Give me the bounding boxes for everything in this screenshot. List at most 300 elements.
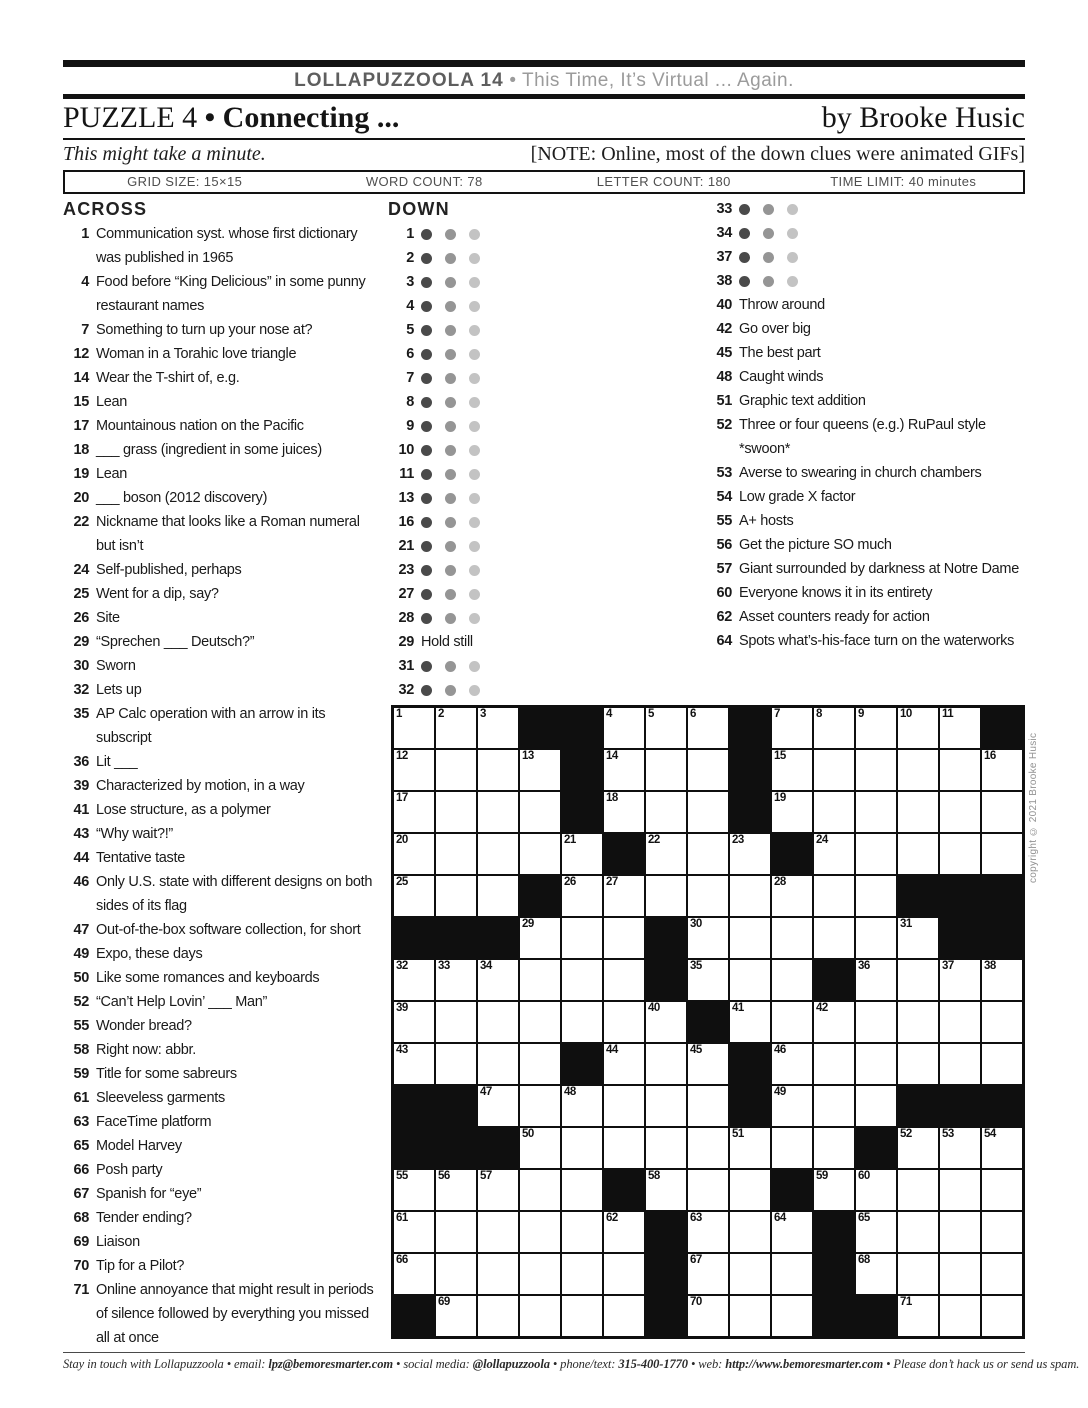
grid-cell-number: 18 <box>606 792 618 804</box>
clue-number: 52 <box>73 994 89 1010</box>
grid-cell-r8c6[interactable] <box>604 1002 644 1042</box>
grid-cell-r3c6[interactable] <box>604 792 644 832</box>
clue-text: Averse to swearing in church chambers <box>739 465 982 481</box>
grid-cell-number: 9 <box>858 708 864 720</box>
clue-text: Like some romances and keyboards <box>96 970 320 986</box>
grid-cell-r3c15[interactable] <box>982 792 1022 832</box>
clue-number: 28 <box>398 610 414 626</box>
grid-cell-r1c3[interactable] <box>478 708 518 748</box>
grid-cell-r1c13[interactable] <box>898 708 938 748</box>
clue-item <box>388 246 598 270</box>
grid-cell-r12c5[interactable] <box>562 1170 602 1210</box>
grid-cell-r9c8[interactable] <box>688 1044 728 1084</box>
grid-cell-r13c15[interactable] <box>982 1212 1022 1252</box>
grid-cell-r3c10[interactable] <box>772 792 812 832</box>
header-divider-thick <box>63 94 1025 99</box>
grid-cell-r11c14[interactable] <box>940 1128 980 1168</box>
grid-cell-r12c9[interactable] <box>730 1170 770 1210</box>
grid-cell-r3c2[interactable] <box>436 792 476 832</box>
grid-cell-r1c11[interactable] <box>814 708 854 748</box>
grid-cell-r5c6[interactable] <box>604 876 644 916</box>
grid-black-cell <box>646 960 686 1000</box>
grid-cell-r1c1[interactable] <box>394 708 434 748</box>
grid-cell-number: 3 <box>480 708 486 720</box>
grid-cell-r11c4[interactable] <box>520 1128 560 1168</box>
grid-cell-r13c4[interactable] <box>520 1212 560 1252</box>
clue-text: The best part <box>739 345 821 361</box>
grid-cell-r2c14[interactable] <box>940 750 980 790</box>
clue-item <box>388 318 598 342</box>
grid-cell-r9c7[interactable] <box>646 1044 686 1084</box>
grid-cell-r11c10[interactable] <box>772 1128 812 1168</box>
grid-black-cell <box>604 834 644 874</box>
grid-cell-r12c13[interactable] <box>898 1170 938 1210</box>
grid-cell-r3c7[interactable] <box>646 792 686 832</box>
clue-number: 52 <box>716 417 732 433</box>
grid-cell-r9c1[interactable] <box>394 1044 434 1084</box>
grid-cell-r2c4[interactable] <box>520 750 560 790</box>
grid-cell-r2c10[interactable] <box>772 750 812 790</box>
grid-black-cell <box>730 708 770 748</box>
clue-number: 53 <box>716 465 732 481</box>
grid-cell-number: 28 <box>774 876 786 888</box>
grid-cell-r12c1[interactable] <box>394 1170 434 1210</box>
grid-cell-r6c5[interactable] <box>562 918 602 958</box>
grid-cell-r15c14[interactable] <box>940 1296 980 1336</box>
grid-black-cell <box>436 918 476 958</box>
grid-cell-r6c12[interactable] <box>856 918 896 958</box>
clue-number: 1 <box>81 226 89 242</box>
grid-cell-r15c6[interactable] <box>604 1296 644 1336</box>
grid-cell-r14c10[interactable] <box>772 1254 812 1294</box>
clue-number: 56 <box>716 537 732 553</box>
page-title <box>63 101 399 135</box>
grid-cell-number: 40 <box>648 1002 660 1014</box>
grid-black-cell <box>814 1254 854 1294</box>
grid-cell-r1c2[interactable] <box>436 708 476 748</box>
grid-cell-r2c6[interactable] <box>604 750 644 790</box>
grid-cell-number: 15 <box>774 750 786 762</box>
clue-number: 55 <box>73 1018 89 1034</box>
grid-cell-number: 1 <box>396 708 402 720</box>
grid-cell-r7c4[interactable] <box>520 960 560 1000</box>
grid-cell-r5c1[interactable] <box>394 876 434 916</box>
clue-text: “Why wait?!” <box>96 826 173 842</box>
crossword-grid <box>391 705 1025 1339</box>
grid-cell-number: 6 <box>690 708 696 720</box>
grid-cell-r3c4[interactable] <box>520 792 560 832</box>
grid-cell-r4c4[interactable] <box>520 834 560 874</box>
grid-cell-r3c8[interactable] <box>688 792 728 832</box>
clue-item <box>63 654 381 678</box>
puzzle-title: • Connecting ... <box>204 101 400 134</box>
grid-cell-r10c12[interactable] <box>856 1086 896 1126</box>
grid-cell-r12c7[interactable] <box>646 1170 686 1210</box>
dot-icon <box>469 277 480 288</box>
grid-cell-r2c8[interactable] <box>688 750 728 790</box>
grid-cell-number: 14 <box>606 750 618 762</box>
grid-cell-r7c6[interactable] <box>604 960 644 1000</box>
grid-cell-r8c5[interactable] <box>562 1002 602 1042</box>
grid-cell-number: 8 <box>816 708 822 720</box>
grid-cell-r2c11[interactable] <box>814 750 854 790</box>
grid-cell-r12c14[interactable] <box>940 1170 980 1210</box>
grid-cell-r13c3[interactable] <box>478 1212 518 1252</box>
animated-gif-placeholder-dots <box>421 678 480 702</box>
grid-black-cell <box>982 918 1022 958</box>
clue-item <box>706 461 1026 485</box>
grid-cell-r13c5[interactable] <box>562 1212 602 1252</box>
grid-cell-r1c12[interactable] <box>856 708 896 748</box>
clue-text: Self-published, perhaps <box>96 562 242 578</box>
grid-cell-r1c10[interactable] <box>772 708 812 748</box>
grid-cell-r12c12[interactable] <box>856 1170 896 1210</box>
grid-cell-r15c5[interactable] <box>562 1296 602 1336</box>
clue-item <box>63 438 381 462</box>
grid-cell-r4c13[interactable] <box>898 834 938 874</box>
grid-cell-r8c12[interactable] <box>856 1002 896 1042</box>
grid-cell-r10c6[interactable] <box>604 1086 644 1126</box>
grid-cell-r5c5[interactable] <box>562 876 602 916</box>
grid-cell-r13c1[interactable] <box>394 1212 434 1252</box>
clue-item <box>63 558 381 582</box>
grid-cell-r2c3[interactable] <box>478 750 518 790</box>
grid-cell-r7c13[interactable] <box>898 960 938 1000</box>
grid-cell-number: 47 <box>480 1086 492 1098</box>
clue-number: 12 <box>73 346 89 362</box>
grid-cell-r1c7[interactable] <box>646 708 686 748</box>
clue-number: 51 <box>716 393 732 409</box>
grid-cell-r11c8[interactable] <box>688 1128 728 1168</box>
grid-cell-r10c11[interactable] <box>814 1086 854 1126</box>
grid-cell-r9c13[interactable] <box>898 1044 938 1084</box>
grid-cell-r10c5[interactable] <box>562 1086 602 1126</box>
grid-cell-r2c1[interactable] <box>394 750 434 790</box>
grid-cell-number: 11 <box>942 708 954 720</box>
clue-item <box>706 533 1026 557</box>
grid-cell-r1c8[interactable] <box>688 708 728 748</box>
clue-item <box>63 822 381 846</box>
clue-item <box>388 486 598 510</box>
grid-cell-r14c6[interactable] <box>604 1254 644 1294</box>
grid-cell-r14c3[interactable] <box>478 1254 518 1294</box>
grid-cell-r6c4[interactable] <box>520 918 560 958</box>
clue-number: 40 <box>716 297 732 313</box>
grid-cell-r7c3[interactable] <box>478 960 518 1000</box>
grid-black-cell <box>730 1044 770 1084</box>
grid-cell-r13c10[interactable] <box>772 1212 812 1252</box>
grid-cell-r4c8[interactable] <box>688 834 728 874</box>
grid-cell-r6c13[interactable] <box>898 918 938 958</box>
grid-cell-r15c3[interactable] <box>478 1296 518 1336</box>
clue-item <box>63 966 381 990</box>
clue-number: 64 <box>716 633 732 649</box>
clue-number: 1 <box>406 226 414 242</box>
grid-cell-r4c3[interactable] <box>478 834 518 874</box>
clue-number: 30 <box>73 658 89 674</box>
grid-cell-r8c13[interactable] <box>898 1002 938 1042</box>
clue-item <box>63 750 381 774</box>
clue-number: 4 <box>81 274 89 290</box>
grid-cell-r7c14[interactable] <box>940 960 980 1000</box>
grid-cell-r9c6[interactable] <box>604 1044 644 1084</box>
grid-cell-r8c2[interactable] <box>436 1002 476 1042</box>
grid-cell-r9c15[interactable] <box>982 1044 1022 1084</box>
animated-gif-placeholder-dots <box>421 414 480 438</box>
grid-cell-r14c2[interactable] <box>436 1254 476 1294</box>
dot-icon <box>469 517 480 528</box>
grid-cell-r10c3[interactable] <box>478 1086 518 1126</box>
animated-gif-placeholder-dots <box>739 197 798 221</box>
clue-text: Throw around <box>739 297 825 313</box>
clue-item <box>63 1062 381 1086</box>
grid-cell-r15c9[interactable] <box>730 1296 770 1336</box>
grid-cell-r10c4[interactable] <box>520 1086 560 1126</box>
grid-cell-number: 64 <box>774 1212 786 1224</box>
grid-cell-r8c15[interactable] <box>982 1002 1022 1042</box>
clue-number: 3 <box>406 274 414 290</box>
grid-cell-r8c1[interactable] <box>394 1002 434 1042</box>
grid-cell-r12c8[interactable] <box>688 1170 728 1210</box>
clue-number: 55 <box>716 513 732 529</box>
grid-cell-r2c7[interactable] <box>646 750 686 790</box>
dot-icon <box>469 445 480 456</box>
grid-cell-r6c8[interactable] <box>688 918 728 958</box>
clue-number: 38 <box>716 273 732 289</box>
grid-cell-r5c8[interactable] <box>688 876 728 916</box>
grid-cell-r11c6[interactable] <box>604 1128 644 1168</box>
dot-icon <box>421 301 432 312</box>
clue-item <box>388 510 598 534</box>
grid-cell-r7c8[interactable] <box>688 960 728 1000</box>
grid-cell-r10c7[interactable] <box>646 1086 686 1126</box>
dot-icon <box>445 685 456 696</box>
grid-cell-r7c10[interactable] <box>772 960 812 1000</box>
grid-black-cell <box>562 750 602 790</box>
grid-cell-r4c12[interactable] <box>856 834 896 874</box>
grid-cell-r9c14[interactable] <box>940 1044 980 1084</box>
grid-cell-r4c1[interactable] <box>394 834 434 874</box>
grid-black-cell <box>436 1086 476 1126</box>
grid-cell-r13c2[interactable] <box>436 1212 476 1252</box>
grid-cell-r7c5[interactable] <box>562 960 602 1000</box>
grid-cell-r14c8[interactable] <box>688 1254 728 1294</box>
clue-text: Food before “King Delicious” in some punny restaurant names <box>96 274 366 314</box>
grid-cell-r8c7[interactable] <box>646 1002 686 1042</box>
grid-cell-r2c2[interactable] <box>436 750 476 790</box>
dot-icon <box>445 661 456 672</box>
grid-cell-r13c13[interactable] <box>898 1212 938 1252</box>
grid-cell-number: 65 <box>858 1212 870 1224</box>
clue-text: Online annoyance that might result in periods of silence followed by everything you missed all at once <box>96 1282 374 1346</box>
clue-item <box>388 558 598 582</box>
grid-cell-r3c13[interactable] <box>898 792 938 832</box>
grid-cell-r5c3[interactable] <box>478 876 518 916</box>
grid-cell-r9c3[interactable] <box>478 1044 518 1084</box>
clue-text: Get the picture SO much <box>739 537 892 553</box>
grid-cell-r9c10[interactable] <box>772 1044 812 1084</box>
grid-cell-r1c6[interactable] <box>604 708 644 748</box>
clue-text: Sworn <box>96 658 136 674</box>
grid-cell-r12c3[interactable] <box>478 1170 518 1210</box>
grid-cell-r4c5[interactable] <box>562 834 602 874</box>
grid-cell-r12c4[interactable] <box>520 1170 560 1210</box>
grid-cell-r8c10[interactable] <box>772 1002 812 1042</box>
clue-item <box>63 318 381 342</box>
grid-cell-r14c15[interactable] <box>982 1254 1022 1294</box>
grid-cell-r9c2[interactable] <box>436 1044 476 1084</box>
grid-cell-r14c14[interactable] <box>940 1254 980 1294</box>
grid-cell-r3c14[interactable] <box>940 792 980 832</box>
grid-cell-r4c2[interactable] <box>436 834 476 874</box>
grid-cell-r12c2[interactable] <box>436 1170 476 1210</box>
grid-cell-r9c4[interactable] <box>520 1044 560 1084</box>
clue-item <box>63 1134 381 1158</box>
grid-cell-r8c14[interactable] <box>940 1002 980 1042</box>
grid-cell-r5c10[interactable] <box>772 876 812 916</box>
dot-icon <box>763 228 774 239</box>
grid-cell-r6c6[interactable] <box>604 918 644 958</box>
clue-text: Spots what’s-his-face turn on the waterworks <box>739 633 1015 649</box>
grid-cell-r11c15[interactable] <box>982 1128 1022 1168</box>
grid-cell-r2c13[interactable] <box>898 750 938 790</box>
clue-item <box>388 534 598 558</box>
grid-black-cell <box>940 918 980 958</box>
grid-cell-r4c15[interactable] <box>982 834 1022 874</box>
grid-cell-r14c1[interactable] <box>394 1254 434 1294</box>
clue-number: 39 <box>73 778 89 794</box>
grid-cell-number: 68 <box>858 1254 870 1266</box>
grid-cell-r11c5[interactable] <box>562 1128 602 1168</box>
grid-cell-r3c11[interactable] <box>814 792 854 832</box>
grid-black-cell <box>562 708 602 748</box>
grid-cell-r6c9[interactable] <box>730 918 770 958</box>
grid-cell-number: 38 <box>984 960 996 972</box>
grid-cell-r15c13[interactable] <box>898 1296 938 1336</box>
grid-black-cell <box>730 792 770 832</box>
dot-icon <box>421 493 432 504</box>
grid-cell-r14c9[interactable] <box>730 1254 770 1294</box>
grid-cell-r14c12[interactable] <box>856 1254 896 1294</box>
clue-item <box>63 366 381 390</box>
grid-cell-r6c10[interactable] <box>772 918 812 958</box>
grid-cell-r4c7[interactable] <box>646 834 686 874</box>
grid-cell-r4c11[interactable] <box>814 834 854 874</box>
grid-cell-r15c4[interactable] <box>520 1296 560 1336</box>
grid-cell-r10c10[interactable] <box>772 1086 812 1126</box>
grid-cell-r7c2[interactable] <box>436 960 476 1000</box>
clue-item <box>706 341 1026 365</box>
grid-cell-r13c6[interactable] <box>604 1212 644 1252</box>
grid-cell-r13c12[interactable] <box>856 1212 896 1252</box>
grid-cell-r15c2[interactable] <box>436 1296 476 1336</box>
grid-cell-r15c15[interactable] <box>982 1296 1022 1336</box>
masthead-event-name: LOLLAPUZZOOLA 14 <box>294 70 504 91</box>
grid-cell-r13c14[interactable] <box>940 1212 980 1252</box>
grid-cell-r13c9[interactable] <box>730 1212 770 1252</box>
footer-text: • web: <box>687 1357 726 1371</box>
grid-cell-r12c11[interactable] <box>814 1170 854 1210</box>
grid-cell-r5c2[interactable] <box>436 876 476 916</box>
grid-cell-r15c8[interactable] <box>688 1296 728 1336</box>
stat-item: GRID SIZE: 15×15 <box>127 174 243 189</box>
grid-cell-r6c11[interactable] <box>814 918 854 958</box>
grid-cell-r5c9[interactable] <box>730 876 770 916</box>
clue-text: Low grade X factor <box>739 489 856 505</box>
grid-cell-number: 67 <box>690 1254 702 1266</box>
grid-cell-r15c10[interactable] <box>772 1296 812 1336</box>
grid-cell-number: 59 <box>816 1170 828 1182</box>
clue-text: Liaison <box>96 1234 140 1250</box>
dot-icon <box>445 397 456 408</box>
dot-icon <box>421 277 432 288</box>
clue-number: 16 <box>398 514 414 530</box>
dot-icon <box>445 541 456 552</box>
grid-cell-r3c1[interactable] <box>394 792 434 832</box>
grid-cell-r2c12[interactable] <box>856 750 896 790</box>
footer-text: Stay in touch with Lollapuzzoola • email: <box>63 1357 269 1371</box>
grid-cell-r8c11[interactable] <box>814 1002 854 1042</box>
grid-cell-r10c8[interactable] <box>688 1086 728 1126</box>
grid-cell-number: 56 <box>438 1170 450 1182</box>
stats-bar <box>63 170 1025 194</box>
grid-cell-r8c3[interactable] <box>478 1002 518 1042</box>
grid-cell-r9c12[interactable] <box>856 1044 896 1084</box>
grid-cell-r3c3[interactable] <box>478 792 518 832</box>
grid-cell-r5c7[interactable] <box>646 876 686 916</box>
grid-cell-r7c15[interactable] <box>982 960 1022 1000</box>
clue-item <box>63 1086 381 1110</box>
clue-item <box>706 413 1026 461</box>
grid-cell-number: 33 <box>438 960 450 972</box>
clue-number: 57 <box>716 561 732 577</box>
clue-item <box>63 990 381 1014</box>
clue-number: 37 <box>716 249 732 265</box>
grid-cell-r7c9[interactable] <box>730 960 770 1000</box>
grid-cell-r11c9[interactable] <box>730 1128 770 1168</box>
grid-cell-r4c9[interactable] <box>730 834 770 874</box>
grid-cell-r14c5[interactable] <box>562 1254 602 1294</box>
grid-black-cell <box>688 1002 728 1042</box>
grid-cell-r7c1[interactable] <box>394 960 434 1000</box>
grid-cell-r11c13[interactable] <box>898 1128 938 1168</box>
grid-cell-r1c14[interactable] <box>940 708 980 748</box>
grid-cell-r4c14[interactable] <box>940 834 980 874</box>
grid-cell-r11c11[interactable] <box>814 1128 854 1168</box>
grid-cell-r14c4[interactable] <box>520 1254 560 1294</box>
dot-icon <box>421 685 432 696</box>
clue-item <box>63 870 381 918</box>
grid-cell-r14c13[interactable] <box>898 1254 938 1294</box>
grid-cell-r5c12[interactable] <box>856 876 896 916</box>
animated-gif-placeholder-dots <box>421 654 480 678</box>
clue-item <box>63 1110 381 1134</box>
clue-number: 44 <box>73 850 89 866</box>
grid-cell-r7c12[interactable] <box>856 960 896 1000</box>
grid-cell-r12c15[interactable] <box>982 1170 1022 1210</box>
grid-cell-r2c15[interactable] <box>982 750 1022 790</box>
grid-cell-r9c11[interactable] <box>814 1044 854 1084</box>
grid-cell-r3c12[interactable] <box>856 792 896 832</box>
grid-cell-r13c8[interactable] <box>688 1212 728 1252</box>
grid-cell-r11c7[interactable] <box>646 1128 686 1168</box>
animated-gif-placeholder-dots <box>421 270 480 294</box>
grid-cell-number: 5 <box>648 708 654 720</box>
grid-cell-r5c11[interactable] <box>814 876 854 916</box>
grid-cell-r8c9[interactable] <box>730 1002 770 1042</box>
grid-cell-number: 58 <box>648 1170 660 1182</box>
grid-cell-r8c4[interactable] <box>520 1002 560 1042</box>
